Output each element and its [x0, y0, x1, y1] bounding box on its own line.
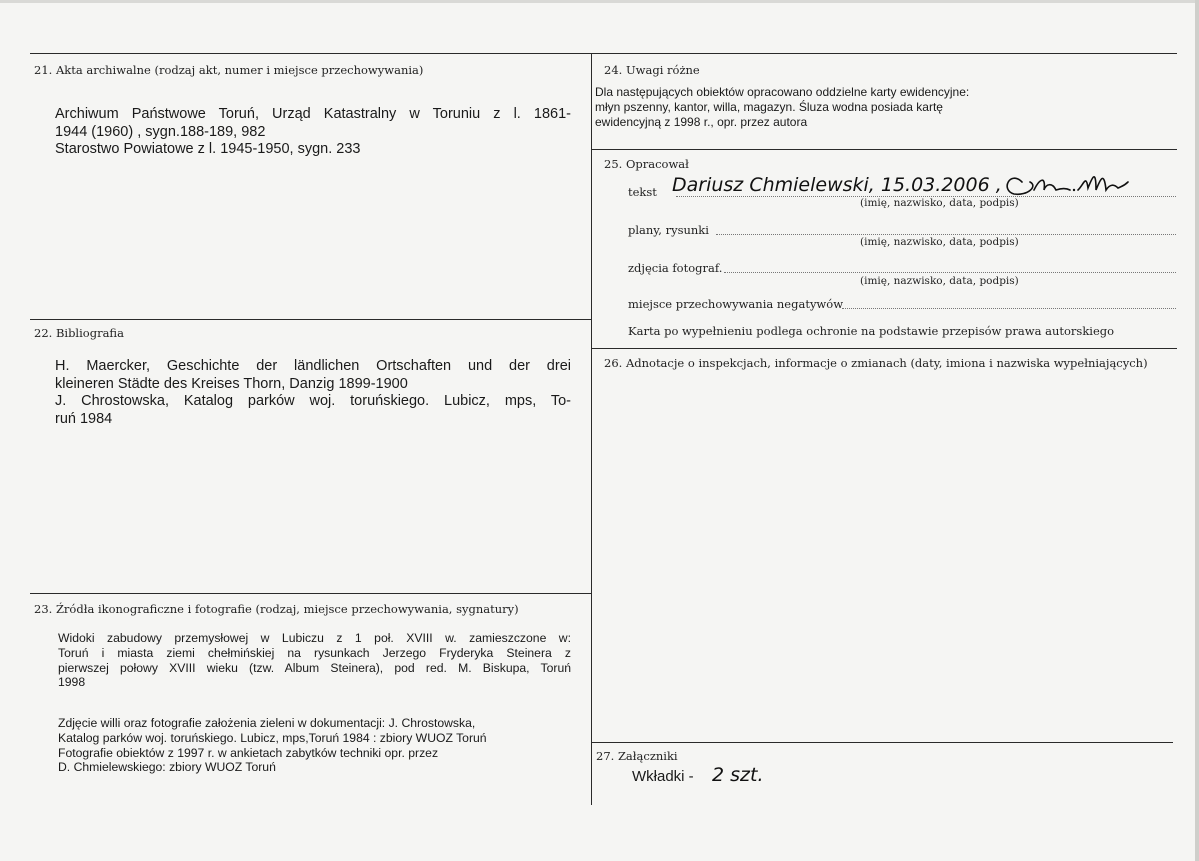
zdjecia-fill-line: [724, 272, 1176, 273]
section-24-text: [595, 85, 1155, 130]
section-24-line: Dla następujących obiektów opracowano oddzielne karty ewidencyjne:: [595, 85, 970, 99]
section-22-line: H. Maercker, Geschichte der ländlichen Ortschaften und der drei: [55, 358, 571, 374]
section-21-line: 1944 (1960) , sygn.188-189, 982: [55, 123, 266, 140]
section-23-line: 1998: [58, 675, 86, 690]
attachments-handwritten: 2 szt.: [712, 764, 764, 786]
section-23-line: Toruń i miasta ziemi chełmińskiej na rysunkach Jerzego Fryderyka Steinera z: [58, 645, 571, 660]
tekst-label: tekst: [628, 185, 657, 199]
section-22-label: 22. Bibliografia: [34, 326, 124, 340]
rule-21-22: [30, 319, 591, 320]
negatywy-label: miejsce przechowywania negatywów: [628, 297, 844, 311]
section-23-line: D. Chmielewskiego: zbiory WUOZ Toruń: [58, 760, 276, 775]
plany-fill-line: [716, 234, 1176, 235]
rule-26-27: [591, 742, 1173, 743]
section-23-line: pierwszej połowy XVIII wieku (tzw. Album Steinera), pod red. M. Biskupa, Toruń: [58, 660, 571, 675]
tekst-hint: (imię, nazwisko, data, podpis): [860, 197, 1019, 209]
section-23-line: Fotografie obiektów z 1997 r. w ankietach zabytków techniki opr. przez: [58, 745, 439, 760]
signature-mark: [1000, 160, 1140, 200]
plany-hint: (imię, nazwisko, data, podpis): [860, 236, 1019, 248]
section-22-text: [55, 358, 571, 428]
section-21-label: 21. Akta archiwalne (rodzaj akt, numer i miejsce przechowywania): [34, 63, 424, 77]
section-24-line: ewidencyjną z 1998 r., opr. przez autora: [595, 115, 808, 129]
section-24-line: młyn pszenny, kantor, willa, magazyn. Śluza wodna posiada kartę: [595, 100, 943, 114]
card-right-edge: [1195, 0, 1199, 861]
plany-label: plany, rysunki: [628, 223, 709, 237]
section-23-label: 23. Źródła ikonograficzne i fotografie (rodzaj, miejsce przechowywania, sygnatury): [34, 602, 519, 616]
copyright-note: Karta po wypełnieniu podlega ochronie na podstawie przepisów prawa autorskiego: [628, 324, 1115, 338]
section-23-line: Zdjęcie willi oraz fotografie założenia zieleni w dokumentacji: J. Chrostowska,: [58, 716, 476, 730]
section-23-line: Katalog parków woj. toruńskiego. Lubicz, mps,Toruń 1984 : zbiory WUOZ Toruń: [58, 730, 487, 745]
top-rule: [30, 53, 1177, 54]
section-21-text: [55, 106, 571, 159]
section-21-line: Starostwo Powiatowe z l. 1945-1950, sygn. 233: [55, 141, 361, 157]
zdjecia-hint: (imię, nazwisko, data, podpis): [860, 275, 1019, 287]
rule-25-26: [591, 348, 1177, 349]
section-22-line: ruń 1984: [55, 410, 113, 427]
section-24-label: 24. Uwagi różne: [604, 63, 700, 77]
section-23-line: Widoki zabudowy przemysłowej w Lubiczu z 1 poł. XVIII w. zamieszczone w:: [58, 631, 571, 645]
section-25-label: 25. Opracował: [604, 157, 689, 171]
section-26-label: 26. Adnotacje o inspekcjach, informacje o zmianach (daty, imiona i nazwiska wypełniających): [604, 356, 1148, 370]
rule-22-23: [30, 593, 591, 594]
attachments-typed: Wkładki -: [632, 768, 694, 785]
negatywy-fill-line: [842, 308, 1176, 309]
column-divider: [591, 53, 592, 805]
section-21-line: Archiwum Państwowe Toruń, Urząd Katastralny w Toruniu z l. 1861-: [55, 106, 571, 122]
tekst-handwritten-entry: Dariusz Chmielewski, 15.03.2006 ,: [672, 174, 1002, 196]
section-22-line: J. Chrostowska, Katalog parków woj. toruńskiego. Lubicz, mps, To-: [55, 393, 571, 409]
section-23-paragraph-2: [58, 716, 571, 775]
rule-24-25: [591, 149, 1177, 150]
zdjecia-label: zdjęcia fotograf.: [628, 261, 723, 275]
section-27-label: 27. Załączniki: [596, 749, 678, 763]
section-22-line: kleineren Städte des Kreises Thorn, Danzig 1899-1900: [55, 375, 408, 392]
card-top-edge: [0, 0, 1199, 3]
section-23-paragraph-1: [58, 631, 571, 690]
